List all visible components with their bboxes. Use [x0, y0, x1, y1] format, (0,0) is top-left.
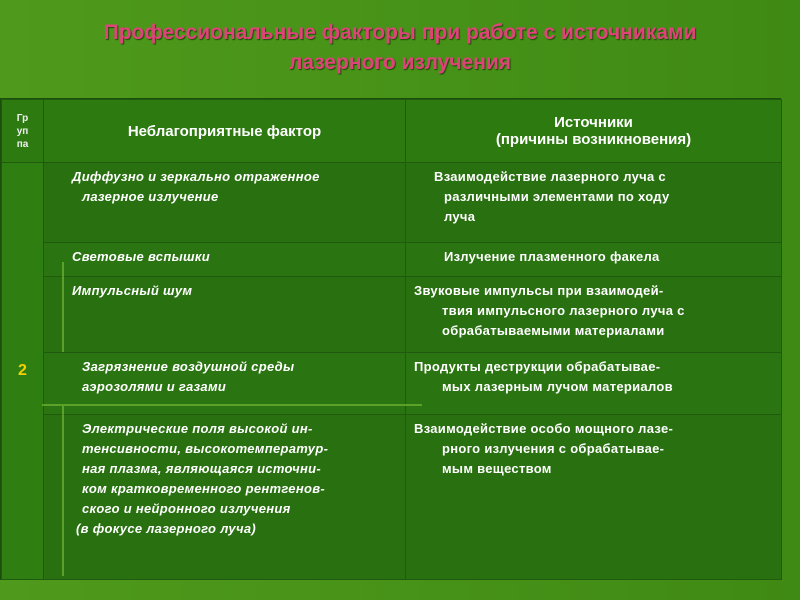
- highlight-line: [62, 262, 64, 352]
- factor-column-header: Неблагоприятные фактор: [44, 100, 406, 163]
- factors-table-container: [0, 98, 781, 580]
- factor-cell: Загрязнение воздушной среды аэрозолями и газами: [44, 353, 406, 415]
- factors-table: [1, 99, 782, 580]
- table-header-row: [2, 100, 782, 163]
- table-row: [2, 243, 782, 277]
- highlight-line: [42, 404, 422, 406]
- highlight-line: [62, 406, 64, 576]
- title-line-2: лазерного излучения: [288, 51, 512, 74]
- factor-cell: Световые вспышки: [44, 243, 406, 277]
- source-cell: Звуковые импульсы при взаимодей- твия импульсного лазерного луча с обрабатываемыми материалами: [406, 277, 782, 353]
- table-row: [2, 277, 782, 353]
- factor-cell: Электрические поля высокой ин- тенсивности, высокотемператур- ная плазма, являющаяся источни- ком кратковременного рентгенов- ского и нейронного излучения (в фокусе лазерного луча): [44, 415, 406, 580]
- source-cell: Взаимодействие особо мощного лазе- рного излучения с обрабатывае- мым веществом: [406, 415, 782, 580]
- group-number-cell: 2: [2, 163, 44, 580]
- factor-cell: Диффузно и зеркально отраженное лазерное излучение: [44, 163, 406, 243]
- group-column-header: Гр уп па: [2, 100, 44, 163]
- source-column-header: Источники (причины возникновения): [406, 100, 782, 163]
- table-row: [2, 415, 782, 580]
- table-row: [2, 163, 782, 243]
- slide-title: [0, 18, 800, 78]
- factor-cell: Импульсный шум: [44, 277, 406, 353]
- source-cell: Излучение плазменного факела: [406, 243, 782, 277]
- source-cell: Продукты деструкции обрабатывае- мых лазерным лучом материалов: [406, 353, 782, 415]
- source-cell: Взаимодействие лазерного луча с различными элементами по ходу луча: [406, 163, 782, 243]
- title-line-1: Профессиональные факторы при работе с источниками: [103, 21, 697, 44]
